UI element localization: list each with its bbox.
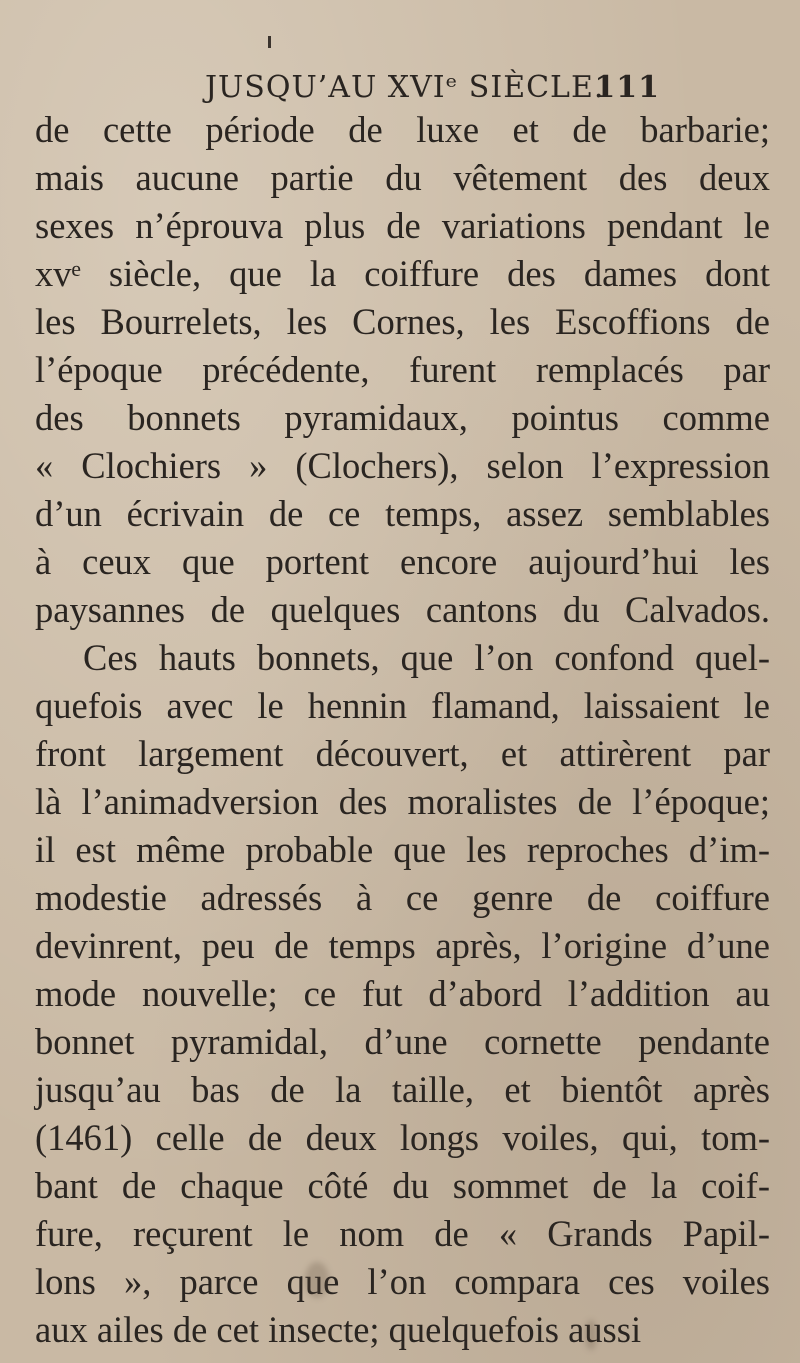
text-line: modestie adressés à ce genre de coiffure (35, 877, 770, 918)
text-line: quefois avec le hennin flamand, laissaient le (35, 685, 770, 726)
body-text (35, 106, 770, 1350)
text-line: là l’animadversion des moralistes de l’époque; (35, 781, 770, 822)
text-line: (1461) celle de deux longs voiles, qui, tom- (35, 1117, 770, 1158)
text-line: jusqu’au bas de la taille, et bientôt après (35, 1069, 770, 1110)
text-line: aux ailes de cet insecte; quelquefois aussi (35, 1309, 642, 1350)
text-line: l’époque précédente, furent remplacés par (35, 349, 770, 390)
page-header (205, 70, 660, 110)
text-line: mais aucune partie du vêtement des deux (35, 157, 770, 198)
text-line: mode nouvelle; ce fut d’abord l’addition au (35, 973, 770, 1014)
text-line: devinrent, peu de temps après, l’origine d’une (35, 925, 770, 966)
text-line: lons », parce que l’on compara ces voiles (35, 1261, 770, 1302)
text-line: fure, reçurent le nom de « Grands Papil- (35, 1213, 770, 1254)
text-line: xvᵉ siècle, que la coiffure des dames dont (35, 253, 770, 294)
text-line: il est même probable que les reproches d’im- (35, 829, 770, 870)
text-line: « Clochiers » (Clochers), selon l’expression (35, 445, 770, 486)
text-line: d’un écrivain de ce temps, assez semblables (35, 493, 770, 534)
text-line: front largement découvert, et attirèrent par (35, 733, 770, 774)
text-line: des bonnets pyramidaux, pointus comme (35, 397, 770, 438)
ink-smudge (585, 1320, 597, 1350)
ink-mark (268, 36, 271, 48)
text-line: Ces hauts bonnets, que l’on confond quel- (83, 637, 770, 678)
text-line: paysannes de quelques cantons du Calvados. (35, 589, 770, 630)
text-line: bant de chaque côté du sommet de la coif- (35, 1165, 770, 1206)
text-line: les Bourrelets, les Cornes, les Escoffions de (35, 301, 770, 342)
page-number: 111 (594, 70, 660, 105)
text-line: à ceux que portent encore aujourd’hui les (35, 541, 770, 582)
text-line: de cette période de luxe et de barbarie; (35, 109, 770, 150)
text-line: sexes n’éprouva plus de variations pendant le (35, 205, 770, 246)
ink-smudge (305, 1262, 329, 1298)
text-line: bonnet pyramidal, d’une cornette pendante (35, 1021, 770, 1062)
running-title: JUSQU’AU XVIᵉ SIÈCLE. (205, 70, 605, 105)
